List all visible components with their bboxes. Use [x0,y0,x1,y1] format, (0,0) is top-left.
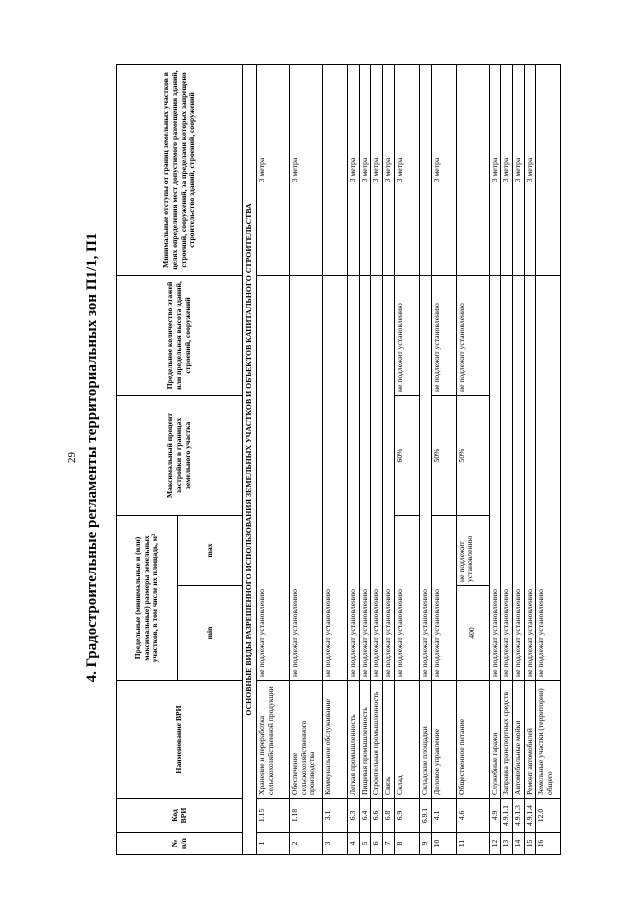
cell-code: 1.18 [289,799,322,833]
cell-min: не подлежат установлению [322,275,347,680]
header-coverage: Максимальный процент застройки в границах земельного участка [117,395,243,515]
cell-num: 1 [256,833,289,855]
cell-setback: 3 метра [489,64,501,275]
cell-name: Связь [383,681,395,799]
cell-name: Ремонт автомобилей [524,681,536,799]
cell-name: Служебные гаражи [489,681,501,799]
cell-name: Общественное питание [456,681,489,799]
cell-name: Строительная промышленность [371,681,383,799]
page-number: 29 [66,452,78,463]
header-floors: Предельное количество этажей или предельная высота зданий, строений, сооружений [117,275,243,395]
table-row [347,64,359,854]
table-row [289,64,322,854]
cell-min: не подлежат установлению [359,275,371,680]
cell-code: 4.9.1.3 [512,799,524,833]
cell-code: 4.1 [431,799,456,833]
cell-setback: 3 метра [501,64,513,275]
table-row [371,64,383,854]
header-name: Наименование ВРИ [117,681,243,799]
cell-min: не подлежат установлению [524,275,536,680]
header-min: min [178,586,243,681]
cell-setback: 3 метра [431,64,456,275]
cell-num: 6 [371,833,383,855]
cell-num: 13 [501,833,513,855]
header-max: max [178,515,243,585]
table-row [383,64,395,854]
cell-name: Коммунальное обслуживание [322,681,347,799]
cell-code: 12.0 [536,799,561,833]
cell-floors: не подлежит установлению [456,275,489,395]
table-row [489,64,501,854]
header-sizes: Предельные (минимальные и (или) максимальные) размеры земельных участков, в том числе их площадь, м² [117,515,178,680]
cell-min: не подлежат установлению [431,515,456,680]
cell-name: Автомобильные мойки [512,681,524,799]
cell-coverage: 50% [456,395,489,515]
cell-num: 11 [456,833,489,855]
cell-floors: не подлежит установлению [394,275,419,395]
cell-min: не подлежат установлению [256,275,289,680]
cell-name: Легкая промышленность [347,681,359,799]
cell-min: не подлежат установлению [383,275,395,680]
cell-coverage: 60% [394,395,419,515]
cell-setback: 3 метра [289,64,322,275]
table-row [456,64,489,854]
cell-code: 6.3 [347,799,359,833]
cell-setback: 3 метра [347,64,359,275]
cell-code: 6.9.1 [419,799,431,833]
cell-setback [456,64,489,275]
cell-num: 3 [322,833,347,855]
table-row [524,64,536,854]
header-code: Код ВРИ [117,799,243,833]
cell-coverage: 50% [431,395,456,515]
cell-num: 4 [347,833,359,855]
cell-setback: 3 метра [394,64,419,275]
cell-code: 1.15 [256,799,289,833]
cell-code: 3.1 [322,799,347,833]
cell-name: Пищевая промышленность [359,681,371,799]
cell-name: Деловое управление [431,681,456,799]
cell-floors: не подлежит установлению [431,275,456,395]
table-row [419,64,431,854]
cell-setback [322,64,347,275]
cell-setback: 3 метра [512,64,524,275]
cell-min: не подлежат установлению [501,275,513,680]
cell-min: 400 [456,586,489,681]
cell-num: 14 [512,833,524,855]
header-setback: Минимальные отступы от границ земельных участков в целях определения мест допустимого размещения зданий, строений, сооружений, за пределами которых запрещено строительство зданий, строений, сооружений [117,64,243,275]
cell-min: не подлежат установлению [371,275,383,680]
cell-num: 8 [394,833,419,855]
cell-code: 4.9.1.4 [524,799,536,833]
cell-setback [419,64,431,275]
cell-min: не подлежат установлению [489,275,501,680]
section-title: ОСНОВНЫЕ ВИДЫ РАЗРЕШЕННОГО ИСПОЛЬЗОВАНИЯ ЗЕМЕЛЬНЫХ УЧАСТКОВ И ОБЪЕКТОВ КАПИТАЛЬНОГО СТРОИТЕЛЬСТВА [243,64,257,854]
cell-name: Хранение и переработка сельскохозяйственной продукции [256,681,289,799]
cell-num: 15 [524,833,536,855]
cell-setback: 3 метра [359,64,371,275]
rotated-page [58,45,578,870]
table-row [322,64,347,854]
cell-min: не подлежат установлению [536,275,561,680]
table-row [512,64,524,854]
cell-name: Склад [394,681,419,799]
cell-name: Складские площадки [419,681,431,799]
cell-num: 16 [536,833,561,855]
cell-num: 10 [431,833,456,855]
table-row [394,64,419,854]
table-row [256,64,289,854]
cell-code: 6.6 [371,799,383,833]
table-row [431,64,456,854]
cell-setback: 3 метра [371,64,383,275]
cell-setback: 3 метра [256,64,289,275]
header-num: № п/п [117,833,243,855]
cell-min: не подлежат установлению [512,275,524,680]
cell-num: 2 [289,833,322,855]
cell-num: 9 [419,833,431,855]
cell-code: 6.8 [383,799,395,833]
table-row [501,64,513,854]
cell-setback: 3 метра [383,64,395,275]
cell-code: 6.9 [394,799,419,833]
cell-code: 6.4 [359,799,371,833]
cell-name: Земельные участки (территории) общего [536,681,561,799]
cell-num: 5 [359,833,371,855]
cell-min: не подлежат установлению [347,275,359,680]
cell-num: 12 [489,833,501,855]
cell-name: Заправка транспортных средств [501,681,513,799]
table-row [359,64,371,854]
cell-code: 4.9 [489,799,501,833]
cell-code: 4.6 [456,799,489,833]
page-title: 4. Градостроительные регламенты территориальных зон П1/1, П1 [84,232,100,683]
cell-num: 7 [383,833,395,855]
regulations-table [116,64,561,855]
cell-code: 4.9.1.1 [501,799,513,833]
cell-setback: 3 метра [524,64,536,275]
table-row [536,64,561,854]
cell-min: не подлежат установлению [419,275,431,680]
cell-name: Обеспечение сельскохозяйственного производства [289,681,322,799]
cell-max: не подлежит установлению [456,515,489,585]
cell-min: не подлежат установлению [289,275,322,680]
cell-min: не подлежат установлению [394,515,419,680]
cell-setback [536,64,561,275]
